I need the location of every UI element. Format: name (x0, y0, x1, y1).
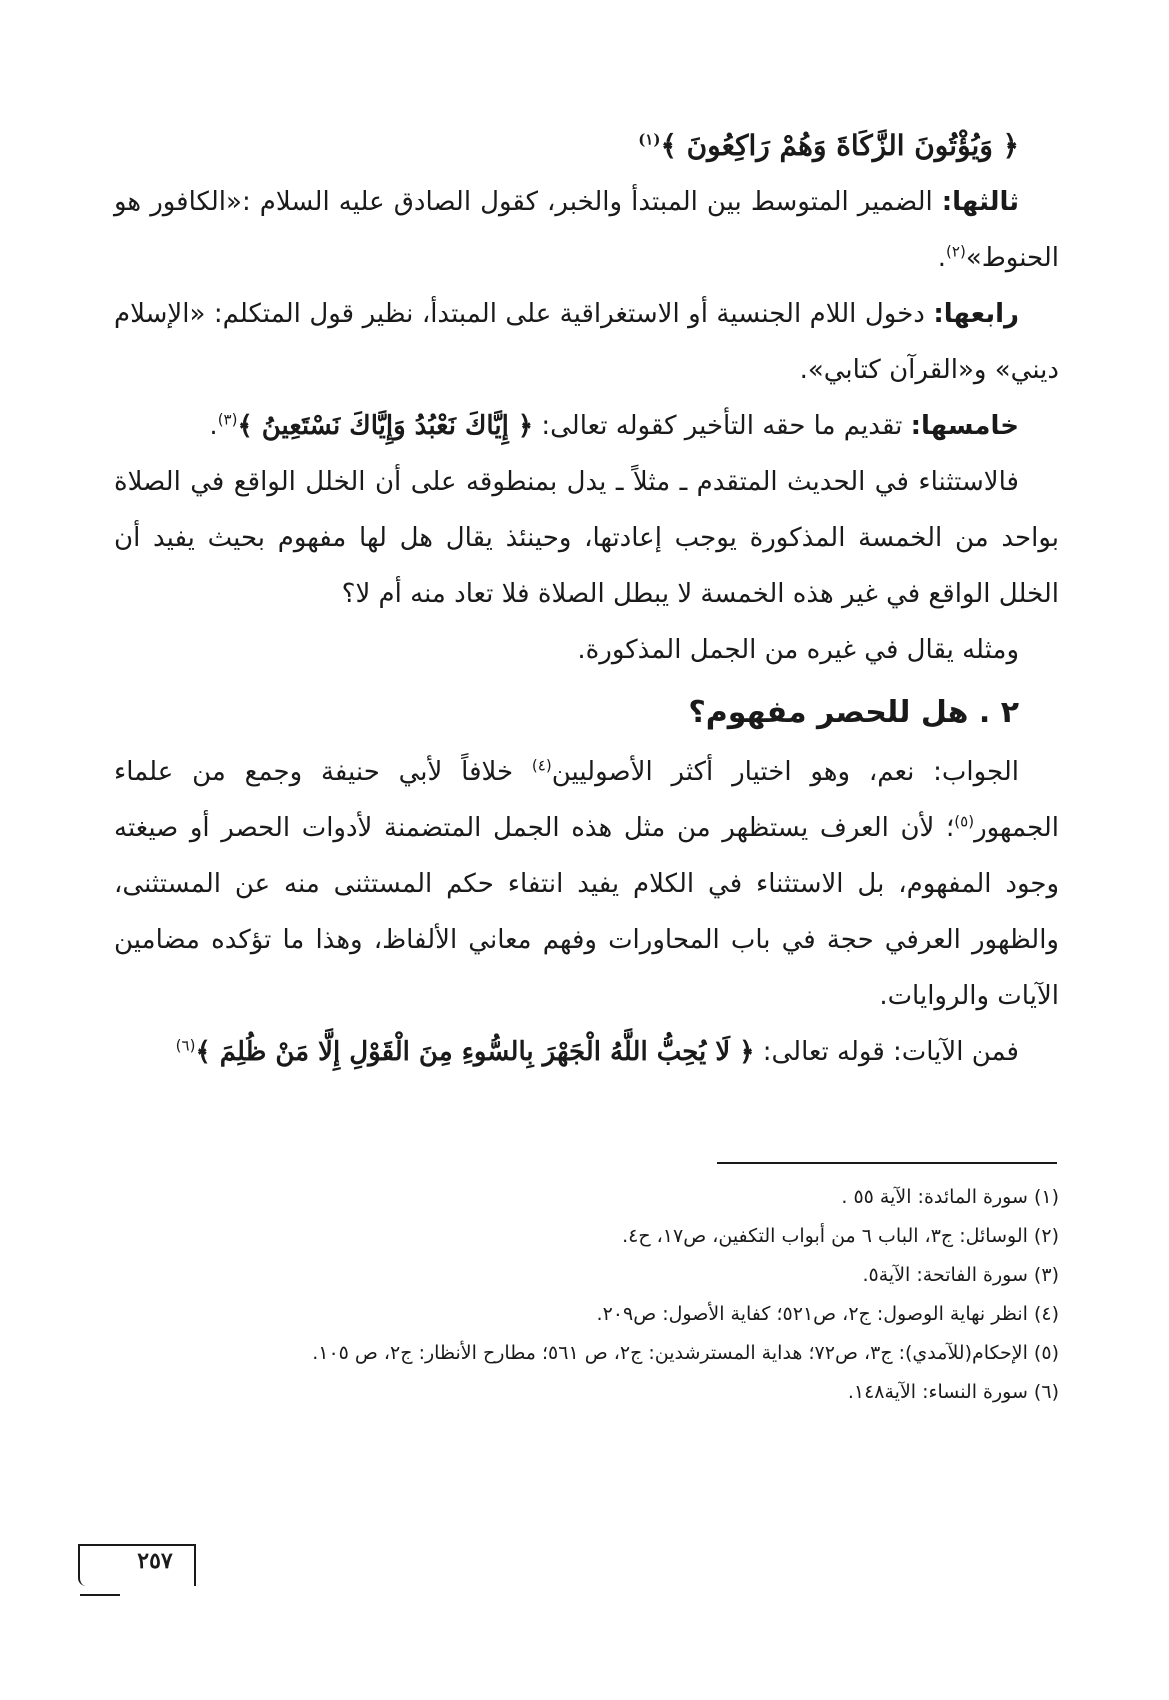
quran-verse: ﴿ إِيَّاكَ نَعْبُدُ وَإِيَّاكَ نَسْتَعِينُ ﴾ (237, 411, 534, 441)
paragraph-end: . (209, 411, 218, 441)
footnote-item: (٢) الوسائل: ج٣، الباب ٦ من أبواب التكفين، ص١٧، ح٤. (622, 1225, 1059, 1247)
footnote-ref: (٢) (946, 242, 966, 261)
footnote-ref: (٥) (954, 812, 975, 831)
paragraph-text: خلافاً لأبي حنيفة وجمع من علماء الجمهور (114, 757, 1059, 843)
paragraph-exception: فالاستثناء في الحديث المتقدم ـ مثلاً ـ يدل بمنطوقه على أن الخلل الواقع في الصلاة بواحد من الخمسة المذكورة يوجب إعادتها، وحينئذ يقال هل لها مفهوم بحيث يفيد أن الخلل الواقع في غير هذه الخمسة لا يبطل الصلاة فلا تعاد منه أم لا؟ (114, 467, 1059, 609)
paragraph-text: الجواب: نعم، وهو اختيار أكثر الأصوليين (551, 757, 1019, 787)
paragraph-lead: رابعها: (933, 299, 1019, 329)
main-text (114, 118, 1059, 1080)
paragraph-answer (114, 744, 1059, 1024)
footnote-item: (٣) سورة الفاتحة: الآية٥. (862, 1264, 1059, 1286)
footnote-item: (٦) سورة النساء: الآية١٤٨. (847, 1381, 1059, 1403)
paragraph-text: دخول اللام الجنسية أو الاستغراقية على المبتدأ، نظير قول المتكلم: «الإسلام ديني» و«القرآن كتابي». (114, 299, 1059, 385)
paragraph-text: فمن الآيات: قوله تعالى: (754, 1037, 1019, 1067)
footnote-item: (٥) الإحكام(للآمدي): ج٣، ص٧٢؛ هداية المسترشدين: ج٢، ص ٥٦١؛ مطارح الأنظار: ج٢، ص ١٠٥. (312, 1342, 1059, 1364)
paragraph-text: تقديم ما حقه التأخير كقوله تعالى: (533, 411, 911, 441)
footnote-ref: (٦) (175, 1036, 196, 1055)
paragraph-third (114, 174, 1059, 286)
footnotes (114, 1178, 1059, 1412)
paragraph-end: . (937, 243, 947, 273)
footnote-ref: (٤) (531, 756, 552, 775)
paragraph-verses (114, 1024, 1059, 1080)
paragraph-lead: ثالثها: (941, 187, 1019, 217)
page-corner-ornament (80, 1580, 120, 1596)
quran-verse: ﴿ وَيُؤْتُونَ الزَّكَاةَ وَهُمْ رَاكِعُونَ ﴾ (660, 129, 1019, 162)
footnote-ref: (١) (638, 130, 661, 149)
paragraph-text: الضمير المتوسط بين المبتدأ والخبر، كقول الصادق عليه السلام :«الكافور هو الحنوط» (114, 187, 1059, 273)
quran-verse-line (114, 118, 1059, 174)
paragraph-fourth (114, 286, 1059, 398)
footnote-separator (717, 1162, 1057, 1164)
paragraph-text: ؛ لأن العرف يستظهر من مثل هذه الجمل المتضمنة لأدوات الحصر أو صيغته وجود المفهوم، بل الاستثناء في الكلام يفيد انتفاء حكم المستثنى منه عن المستثنى، والظهور العرفي حجة في باب المحاورات وفهم معاني الألفاظ، وهذا ما تؤكده مضامين الآيات والروايات. (114, 813, 1059, 1011)
quran-verse: ﴿ لَا يُحِبُّ اللَّهُ الْجَهْرَ بِالسُّوءِ مِنَ الْقَوْلِ إِلَّا مَنْ ظُلِمَ ﴾ (195, 1037, 755, 1067)
paragraph-lead: خامسها: (910, 411, 1019, 441)
footnote-ref: (٣) (217, 410, 238, 429)
section-heading: ٢ . هل للحصر مفهوم؟ (688, 695, 1019, 730)
page-number: ٢٥٧ (137, 1548, 173, 1574)
paragraph-similar: ومثله يقال في غيره من الجمل المذكورة. (577, 635, 1019, 665)
footnote-item: (٤) انظر نهاية الوصول: ج٢، ص٥٢١؛ كفاية الأصول: ص٢٠٩. (596, 1303, 1059, 1325)
footnote-item: (١) سورة المائدة: الآية ٥٥ . (841, 1186, 1059, 1208)
paragraph-fifth (114, 398, 1059, 454)
